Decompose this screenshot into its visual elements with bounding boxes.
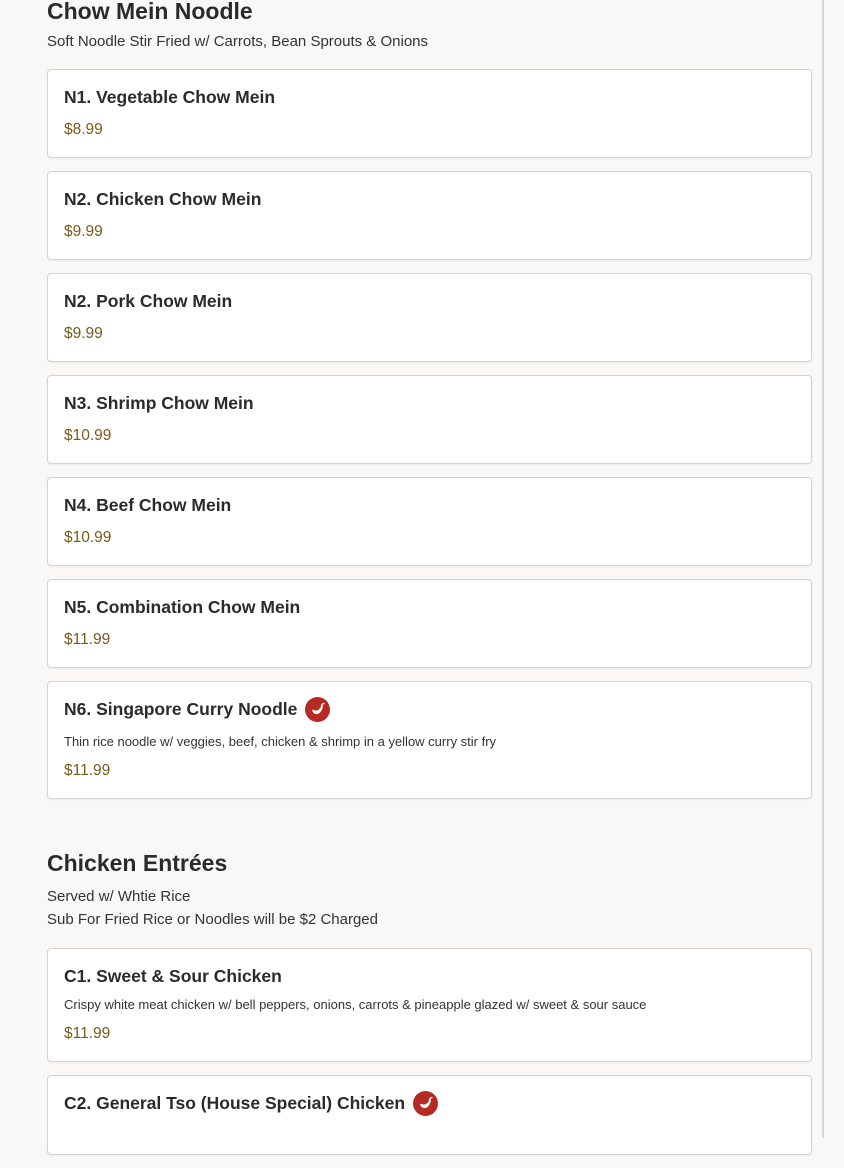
item-name: N1. Vegetable Chow Mein xyxy=(64,86,276,107)
item-price: $8.99 xyxy=(64,121,103,138)
section-title: Chicken Entrées xyxy=(47,850,228,876)
item-price: $9.99 xyxy=(64,325,103,342)
menu-item-card[interactable] xyxy=(47,1075,812,1155)
section-subtitle-line: Served w/ Whtie Rice xyxy=(47,888,191,905)
item-price: $11.99 xyxy=(64,631,111,648)
section-subtitle: Soft Noodle Stir Fried w/ Carrots, Bean Sprouts & Onions xyxy=(47,33,428,50)
item-name: N2. Chicken Chow Mein xyxy=(64,188,262,209)
menu-item-card[interactable] xyxy=(47,69,812,158)
menu-item-card[interactable] xyxy=(47,273,812,362)
menu-item-card[interactable] xyxy=(47,681,812,799)
item-name: N2. Pork Chow Mein xyxy=(64,290,233,311)
item-name: C2. General Tso (House Special) Chicken xyxy=(64,1092,406,1113)
item-name: N6. Singapore Curry Noodle xyxy=(64,698,298,719)
item-price: $9.99 xyxy=(64,223,103,240)
item-name: N4. Beef Chow Mein xyxy=(64,494,232,515)
chili-pepper-icon xyxy=(413,1091,438,1116)
item-price: $11.99 xyxy=(64,762,111,779)
menu-item-card[interactable] xyxy=(47,477,812,566)
item-price: $10.99 xyxy=(64,529,112,546)
item-price: $11.99 xyxy=(64,1025,111,1042)
item-name: N5. Combination Chow Mein xyxy=(64,596,301,617)
item-price: $10.99 xyxy=(64,427,112,444)
chili-pepper-icon xyxy=(305,697,330,722)
section-title: Chow Mein Noodle xyxy=(47,0,253,24)
section-items xyxy=(47,948,812,1168)
section-subtitle xyxy=(47,885,378,931)
menu-item-card[interactable] xyxy=(47,948,812,1062)
item-description: Crispy white meat chicken w/ bell peppers, onions, carrots & pineapple glazed w/ sweet & sour sauce xyxy=(64,997,647,1012)
menu-item-card[interactable] xyxy=(47,171,812,260)
item-name: N3. Shrimp Chow Mein xyxy=(64,392,254,413)
item-description: Thin rice noodle w/ veggies, beef, chicken & shrimp in a yellow curry stir fry xyxy=(64,734,497,749)
menu-item-card[interactable] xyxy=(47,375,812,464)
section-items xyxy=(47,69,812,812)
scrollbar-track[interactable] xyxy=(822,0,824,1138)
item-name: C1. Sweet & Sour Chicken xyxy=(64,965,282,986)
menu-item-card[interactable] xyxy=(47,579,812,668)
section-subtitle-line: Sub For Fried Rice or Noodles will be $2 Charged xyxy=(47,911,378,928)
